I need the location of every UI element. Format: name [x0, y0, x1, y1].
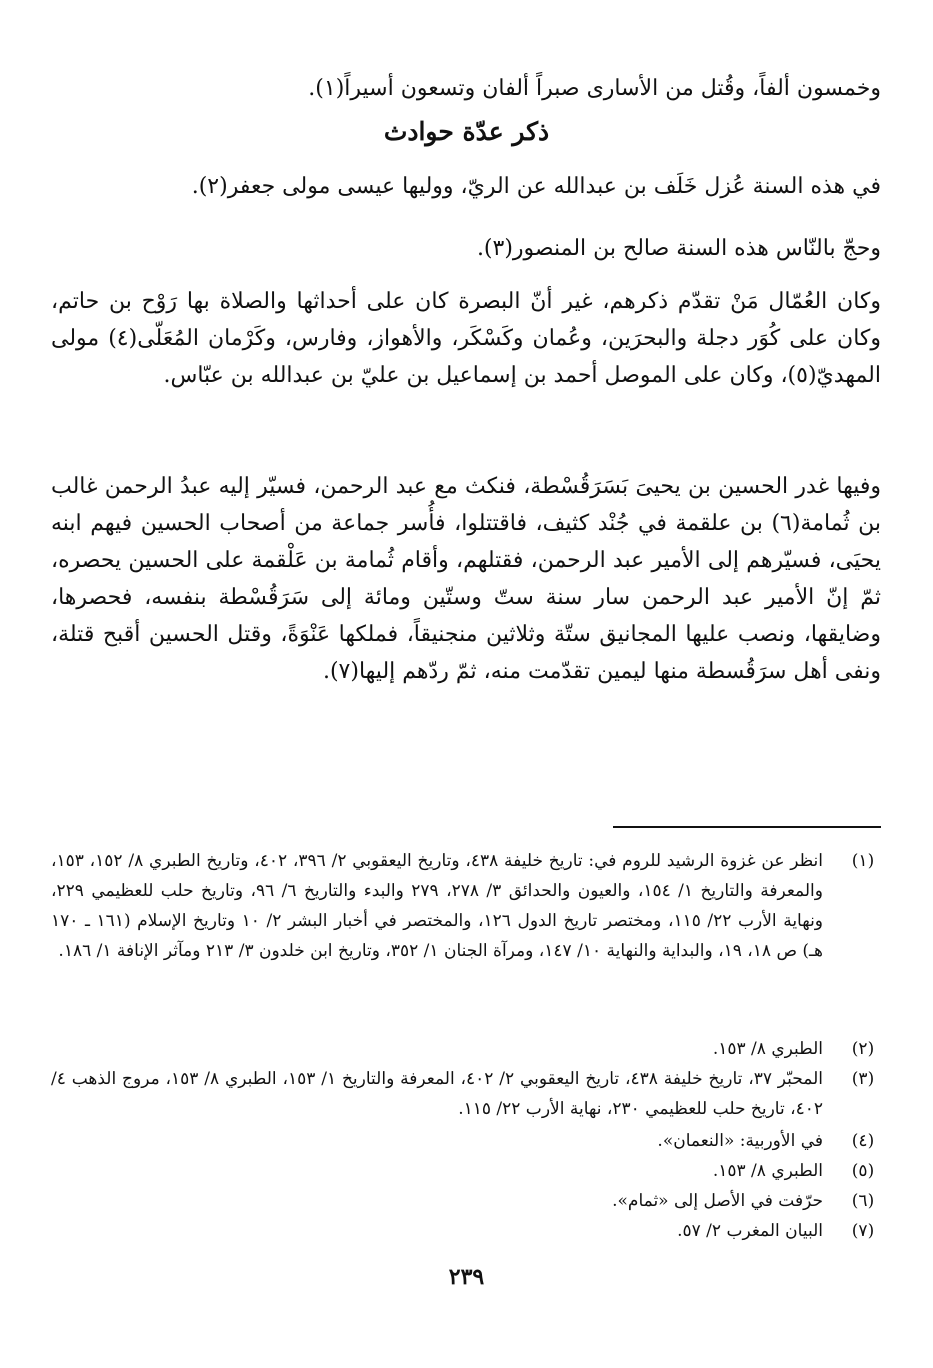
footnote-text: المحبّر ٣٧، تاريخ خليفة ٤٣٨، تاريخ اليعقوبي ٢/ ٤٠٢، المعرفة والتاريخ ١/ ١٥٣، الطبري ٨/ ١٥٣، مروج الذهب ٤/ ٤٠٢، تاريخ حلب للعظيمي ٢٣٠، نهاية الأرب ٢٢/ ١١٥. [51, 1069, 824, 1119]
footnote-5 [51, 1156, 881, 1186]
footnote-number: (٥) [851, 1161, 875, 1181]
footnote-number: (٧) [851, 1221, 875, 1241]
footnote-separator [613, 826, 881, 828]
footnote-7 [51, 1216, 881, 1246]
footnote-text: الطبري ٨/ ١٥٣. [712, 1161, 823, 1181]
footnote-number: (٤) [851, 1131, 875, 1151]
footnote-number: (٢) [851, 1039, 875, 1059]
opening-line: وخمسون ألفاً، وقُتل من الأسارى صبراً ألفان وتسعون أسيراً(١). [308, 76, 881, 101]
footnote-text: البيان المغرب ٢/ ٥٧. [677, 1221, 823, 1241]
paragraph-2: وحجّ بالنّاس هذه السنة صالح بن المنصور(٣). [476, 236, 881, 261]
page-number: ٢٣٩ [448, 1264, 485, 1290]
section-heading: ذكر عدّة حوادث [383, 117, 550, 146]
footnote-number: (٣) [851, 1069, 875, 1089]
footnote-text: حرّفت في الأصل إلى «ثمام». [612, 1191, 823, 1211]
footnote-4 [51, 1126, 881, 1156]
footnote-text: في الأوربية: «النعمان». [657, 1131, 823, 1151]
paragraph-3: وكان العُمّال مَنْ تقدّم ذكرهم، غير أنّ البصرة كان على أحداثها والصلاة بها رَوْح بن حاتم، وكان على كُوَر دجلة والبحرَين، وعُمان وكَسْكَر، والأهواز، وفارس، وكَرْمان المُعَلّى(٤) مولى المهديّ(٥)، وكان على الموصل أحمد بن إسماعيل بن عليّ بن عبدالله بن عبّاس. [51, 289, 881, 388]
paragraph-4: وفيها غدر الحسين بن يحيىَ بَسَرَقُسْطة، فنكث مع عبد الرحمن، فسيّر إليه عبدُ الرحمن غالب بن ثُمامة(٦) بن علقمة في جُنْد كثيف، فاقتتلوا، فأُسر جماعة من أصحاب الحسين فيهم ابنه يحيَى، فسيّرهم إلى الأمير عبد الرحمن، فقتلهم، وأقام ثُمامة بن عَلْقمة على الحسين يحصره، ثمّ إنّ الأمير عبد الرحمن سار سنة ستّ وستّين ومائة إلى سَرَقُسْطة بنفسه، فحصرها، وضايقها، ونصب عليها المجانيق ستّة وثلاثين منجنيقاً، فملكها عَنْوَةً، وقتل الحسين أقبح قتلة، ونفى أهل سرَقُسطة منها ليمين تقدّمت منه، ثمّ ردّهم إليها(٧). [51, 474, 881, 684]
paragraph-1: في هذه السنة عُزل خَلَف بن عبدالله عن الريّ، ووليها عيسى مولى جعفر(٢). [191, 174, 881, 199]
footnote-number: (٦) [851, 1191, 875, 1211]
footnote-1 [51, 846, 881, 966]
footnote-6 [51, 1186, 881, 1216]
footnote-2 [51, 1034, 881, 1064]
footnote-text: انظر عن غزوة الرشيد للروم في: تاريخ خليفة ٤٣٨، وتاريخ اليعقوبي ٢/ ٣٩٦، ٤٠٢، وتاريخ الطبري ٨/ ١٥٢، ١٥٣، والمعرفة والتاريخ ١/ ١٥٤، والعيون والحدائق ٣/ ٢٧٨، ٢٧٩ والبدء والتاريخ ٦/ ٩٦، وتاريخ حلب للعظيمي ٢٢٩، ونهاية الأرب ٢٢/ ١١٥، ومختصر تاريخ الدول ١٢٦، والمختصر في أخبار البشر ٢/ ١٠ وتاريخ الإسلام (١٦١ ـ ١٧٠ هـ) ص ١٨، ١٩، والبداية والنهاية ١٠/ ١٤٧، ومرآة الجنان ١/ ٣٥٢، وتاريخ ابن خلدون ٣/ ٢١٣ ومآثر الإنافة ١/ ١٨٦. [51, 851, 824, 961]
footnote-text: الطبري ٨/ ١٥٣. [712, 1039, 823, 1059]
footnote-3 [51, 1064, 881, 1124]
footnote-number: (١) [851, 851, 875, 871]
